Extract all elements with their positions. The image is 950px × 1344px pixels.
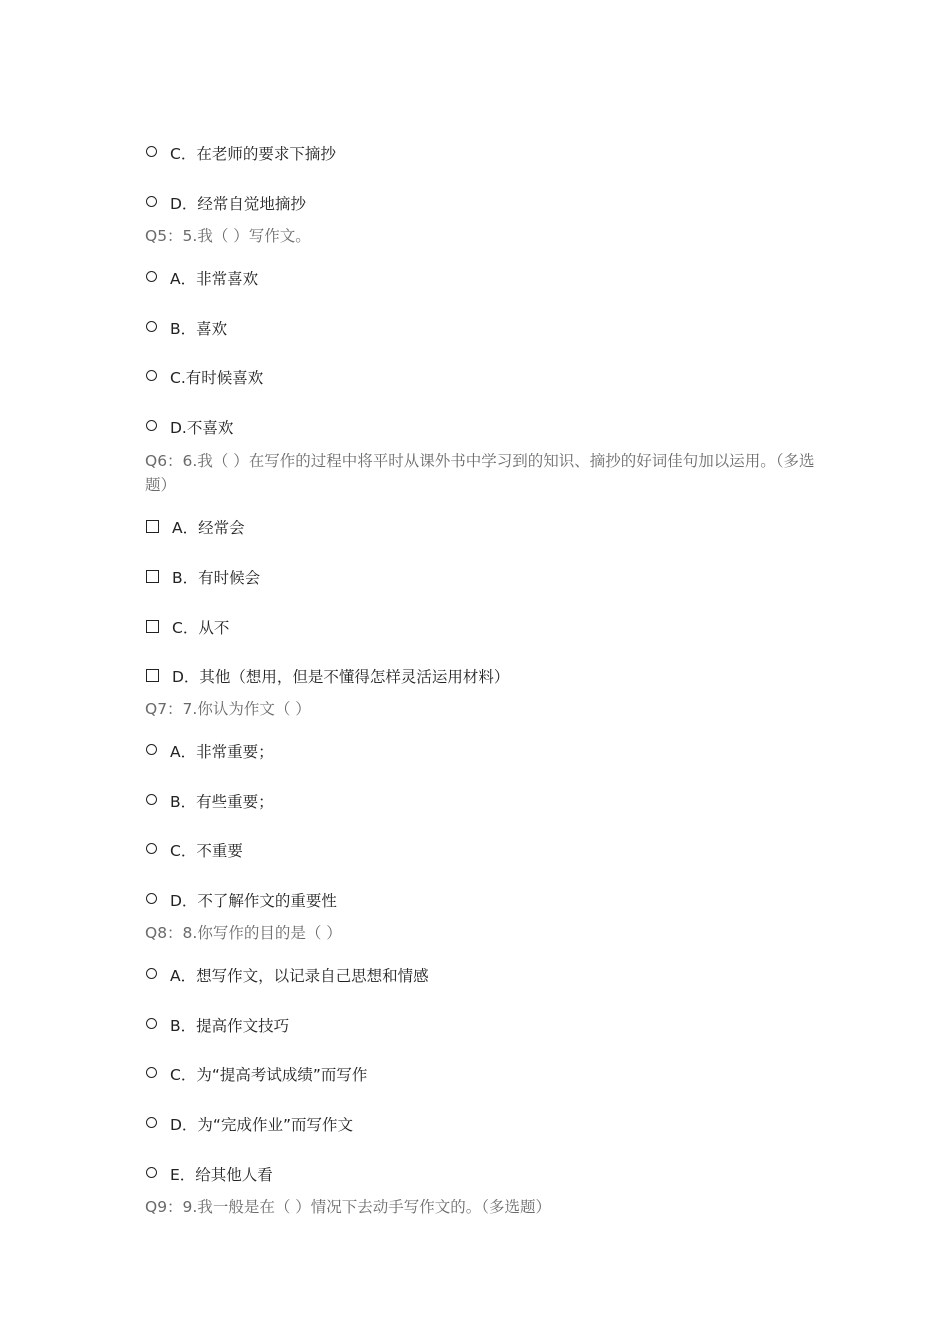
checkbox-icon[interactable]	[146, 620, 159, 633]
radio-icon[interactable]	[146, 271, 157, 282]
radio-icon[interactable]	[146, 1117, 157, 1128]
checkbox-icon[interactable]	[146, 669, 159, 682]
radio-icon[interactable]	[146, 843, 157, 854]
radio-icon[interactable]	[146, 1067, 157, 1078]
checkbox-icon[interactable]	[146, 570, 159, 583]
q8-option-c[interactable]	[146, 1064, 367, 1086]
q6-prompt: Q6：6.我（ ）在写作的过程中将平时从课外书中学习到的知识、摘抄的好词佳句加以运用。（多选题）	[145, 452, 815, 494]
q8-option-c-label: C．为“提高考试成绩”而写作	[170, 1066, 368, 1084]
q6-option-a-label: A．经常会	[172, 519, 245, 537]
q7-option-c-label: C．不重要	[170, 842, 243, 860]
q6-option-a[interactable]	[146, 517, 245, 539]
radio-icon[interactable]	[146, 744, 157, 755]
checkbox-icon[interactable]	[146, 520, 159, 533]
radio-icon[interactable]	[146, 321, 157, 332]
radio-icon[interactable]	[146, 893, 157, 904]
q5-option-c-label: C.有时候喜欢	[170, 369, 264, 387]
q6-option-c[interactable]	[146, 617, 229, 639]
radio-icon[interactable]	[146, 196, 157, 207]
radio-icon[interactable]	[146, 968, 157, 979]
q5-option-a[interactable]	[146, 268, 258, 290]
q5-option-d-label: D.不喜欢	[170, 419, 234, 437]
q7-option-b[interactable]	[146, 791, 274, 813]
q7-option-a[interactable]	[146, 741, 274, 763]
q6-option-b-label: B．有时候会	[172, 569, 261, 587]
q8-prompt: Q8：8.你写作的目的是（ ）	[145, 924, 342, 942]
q8-option-e[interactable]	[146, 1164, 273, 1186]
q5-option-b[interactable]	[146, 318, 227, 340]
q9-prompt: Q9：9.我一般是在（ ）情况下去动手写作文的。（多选题）	[145, 1198, 552, 1216]
q8-option-d-label: D．为“完成作业”而写作文	[170, 1116, 353, 1134]
q7-prompt: Q7：7.你认为作文（ ）	[145, 700, 311, 718]
q4-option-c-label: C．在老师的要求下摘抄	[170, 145, 336, 163]
q4-option-c[interactable]	[146, 143, 336, 165]
q7-option-a-label: A．非常重要；	[170, 743, 274, 761]
q8-option-d[interactable]	[146, 1114, 353, 1136]
radio-icon[interactable]	[146, 146, 157, 157]
q5-prompt: Q5：5.我（ ）写作文。	[145, 227, 311, 245]
q6-option-d[interactable]	[146, 666, 509, 688]
q6-option-c-label: C．从不	[172, 619, 230, 637]
q7-option-d[interactable]	[146, 890, 337, 912]
q8-option-b[interactable]	[146, 1015, 289, 1037]
q7-option-b-label: B．有些重要；	[170, 793, 274, 811]
radio-icon[interactable]	[146, 370, 157, 381]
q6-option-b[interactable]	[146, 567, 260, 589]
radio-icon[interactable]	[146, 1018, 157, 1029]
q4-option-d-label: D．经常自觉地摘抄	[170, 195, 306, 213]
q5-option-c[interactable]	[146, 367, 263, 389]
q4-option-d[interactable]	[146, 193, 306, 215]
q5-option-b-label: B．喜欢	[170, 320, 228, 338]
q8-option-a-label: A．想写作文，以记录自己思想和情感	[170, 967, 429, 985]
q8-option-e-label: E．给其他人看	[170, 1166, 273, 1184]
radio-icon[interactable]	[146, 794, 157, 805]
q5-option-a-label: A．非常喜欢	[170, 270, 259, 288]
q5-option-d[interactable]	[146, 417, 233, 439]
radio-icon[interactable]	[146, 420, 157, 431]
q8-option-a[interactable]	[146, 965, 429, 987]
q7-option-c[interactable]	[146, 840, 243, 862]
q6-option-d-label: D．其他（想用，但是不懂得怎样灵活运用材料）	[172, 668, 510, 686]
radio-icon[interactable]	[146, 1167, 157, 1178]
q8-option-b-label: B．提高作文技巧	[170, 1017, 290, 1035]
q7-option-d-label: D．不了解作文的重要性	[170, 892, 337, 910]
